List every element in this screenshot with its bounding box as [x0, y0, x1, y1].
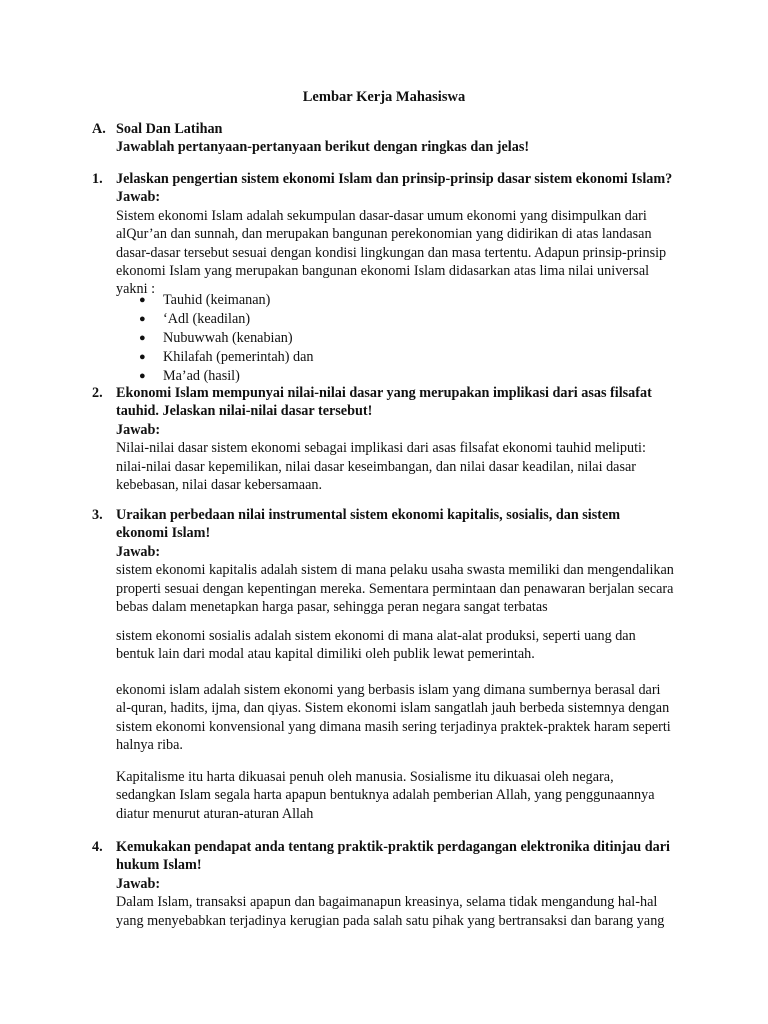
answer-line: nilai-nilai dasar kepemilikan, nilai dasar keseimbangan, dan nilai dasar keadilan, nilai dasar — [116, 458, 637, 475]
answer-line: sistem ekonomi kapitalis adalah sistem di mana pelaku usaha swasta memiliki dan mengendalikan — [116, 562, 674, 579]
answer-line: halnya riba. — [116, 737, 183, 754]
answer-line: bentuk lain dari modal atau kapital dimiliki oleh publik lewat pemerintah. — [116, 646, 535, 663]
list-item-text: Nubuwwah (kenabian) — [163, 330, 293, 346]
question-4-body — [116, 838, 684, 930]
question-2-body — [116, 384, 684, 494]
answer-label: Jawab: — [116, 875, 161, 892]
answer-line: ekonomi islam adalah sistem ekonomi yang berbasis islam yang dimana sumbernya berasal dari — [116, 682, 661, 698]
answer-line: dasar-dasar tersebut sesuai dengan kondisi lingkungan dan masa tertentu. Adapun prinsip-prinsip — [116, 244, 667, 261]
list-item-text: Khilafah (pemerintah) dan — [163, 349, 314, 365]
list-item-text: ‘Adl (keadilan) — [163, 311, 251, 327]
section-heading: Soal Dan Latihan — [116, 121, 223, 137]
answer-line: alQur’an dan sunnah, dan merupakan bangunan perekonomian yang didirikan di atas landasan — [116, 226, 652, 243]
bullet-icon: ● — [139, 294, 146, 306]
question-text: Jelaskan pengertian sistem ekonomi Islam dan prinsip-prinsip dasar sistem ekonomi Islam? — [116, 171, 673, 187]
answer-line: Nilai-nilai dasar sistem ekonomi sebagai implikasi dari asas filsafat ekonomi tauhid meliputi: — [116, 440, 646, 457]
answer-line: bebas dalam menetapkan harga pasar, sehingga peran negara sangat terbatas — [116, 599, 548, 616]
bullet-icon: ● — [139, 351, 146, 363]
section-heading-block — [116, 120, 684, 157]
answer-line: kebebasan, nilai dasar kebersamaan. — [116, 477, 323, 494]
question-3-body — [116, 506, 684, 616]
answer-line: Sistem ekonomi Islam adalah sekumpulan dasar-dasar umum ekonomi yang disimpulkan dari — [116, 207, 647, 224]
section-instruction: Jawablah pertanyaan-pertanyaan berikut dengan ringkas dan jelas! — [116, 139, 530, 156]
answer-label: Jawab: — [116, 543, 161, 560]
question-number: 3. — [92, 507, 103, 523]
answer-line: Kapitalisme itu harta dikuasai penuh oleh manusia. Sosialisme itu dikuasai oleh negara, — [116, 769, 614, 785]
answer-line: properti sesuai dengan kepentingan mereka. Sementara permintaan dan penawaran berjalan secara — [116, 580, 674, 597]
answer-line: sedangkan Islam segala harta apapun bentuknya adalah pemberian Allah, yang penggunaannya — [116, 787, 655, 804]
answer-line: sistem ekonomi konvensional yang dimana masih sering terjadinya praktek-praktek haram seperti — [116, 718, 671, 735]
page-title: Lembar Kerja Mahasiswa — [302, 89, 466, 105]
paragraph — [116, 627, 684, 664]
question-text: tauhid. Jelaskan nilai-nilai dasar tersebut! — [116, 403, 373, 420]
section-letter: A. — [92, 121, 106, 137]
list-item-text: Tauhid (keimanan) — [163, 292, 271, 308]
answer-label: Jawab: — [116, 189, 161, 206]
question-text: Kemukakan pendapat anda tentang praktik-praktik perdagangan elektronika ditinjau dari — [116, 839, 670, 855]
list-item-text: Ma’ad (hasil) — [163, 368, 240, 384]
bullet-icon: ● — [139, 332, 146, 344]
answer-line: Dalam Islam, transaksi apapun dan bagaimanapun kreasinya, selama tidak mengandung hal-hal — [116, 894, 658, 911]
answer-line: ekonomi Islam yang merupakan bangunan ekonomi Islam didasarkan atas lima nilai universal — [116, 263, 650, 280]
question-text: hukum Islam! — [116, 857, 202, 874]
answer-line: yang menyebabkan terjadinya kerugian pada salah satu pihak yang bertransaksi dan barang yang — [116, 912, 665, 929]
question-number: 4. — [92, 839, 103, 855]
bullet-icon: ● — [139, 313, 146, 325]
question-number: 1. — [92, 171, 103, 187]
paragraph — [116, 681, 684, 755]
question-text: Ekonomi Islam mempunyai nilai-nilai dasar yang merupakan implikasi dari asas filsafat — [116, 385, 652, 401]
answer-line: al-quran, hadits, ijma, dan qiyas. Sistem ekonomi islam sangatlah jauh berbeda sistemnya dengan — [116, 700, 670, 717]
answer-line: sistem ekonomi sosialis adalah sistem ekonomi di mana alat-alat produksi, seperti uang dan — [116, 628, 636, 644]
bullet-icon: ● — [139, 370, 146, 382]
paragraph — [116, 768, 684, 823]
question-text: ekonomi Islam! — [116, 525, 211, 542]
question-1-body — [116, 170, 684, 299]
question-text: Uraikan perbedaan nilai instrumental sistem ekonomi kapitalis, sosialis, dan sistem — [116, 507, 621, 523]
answer-line: yakni : — [116, 281, 156, 298]
question-number: 2. — [92, 385, 103, 401]
answer-line: diatur menurut aturan-aturan Allah — [116, 805, 314, 822]
answer-label: Jawab: — [116, 421, 161, 438]
